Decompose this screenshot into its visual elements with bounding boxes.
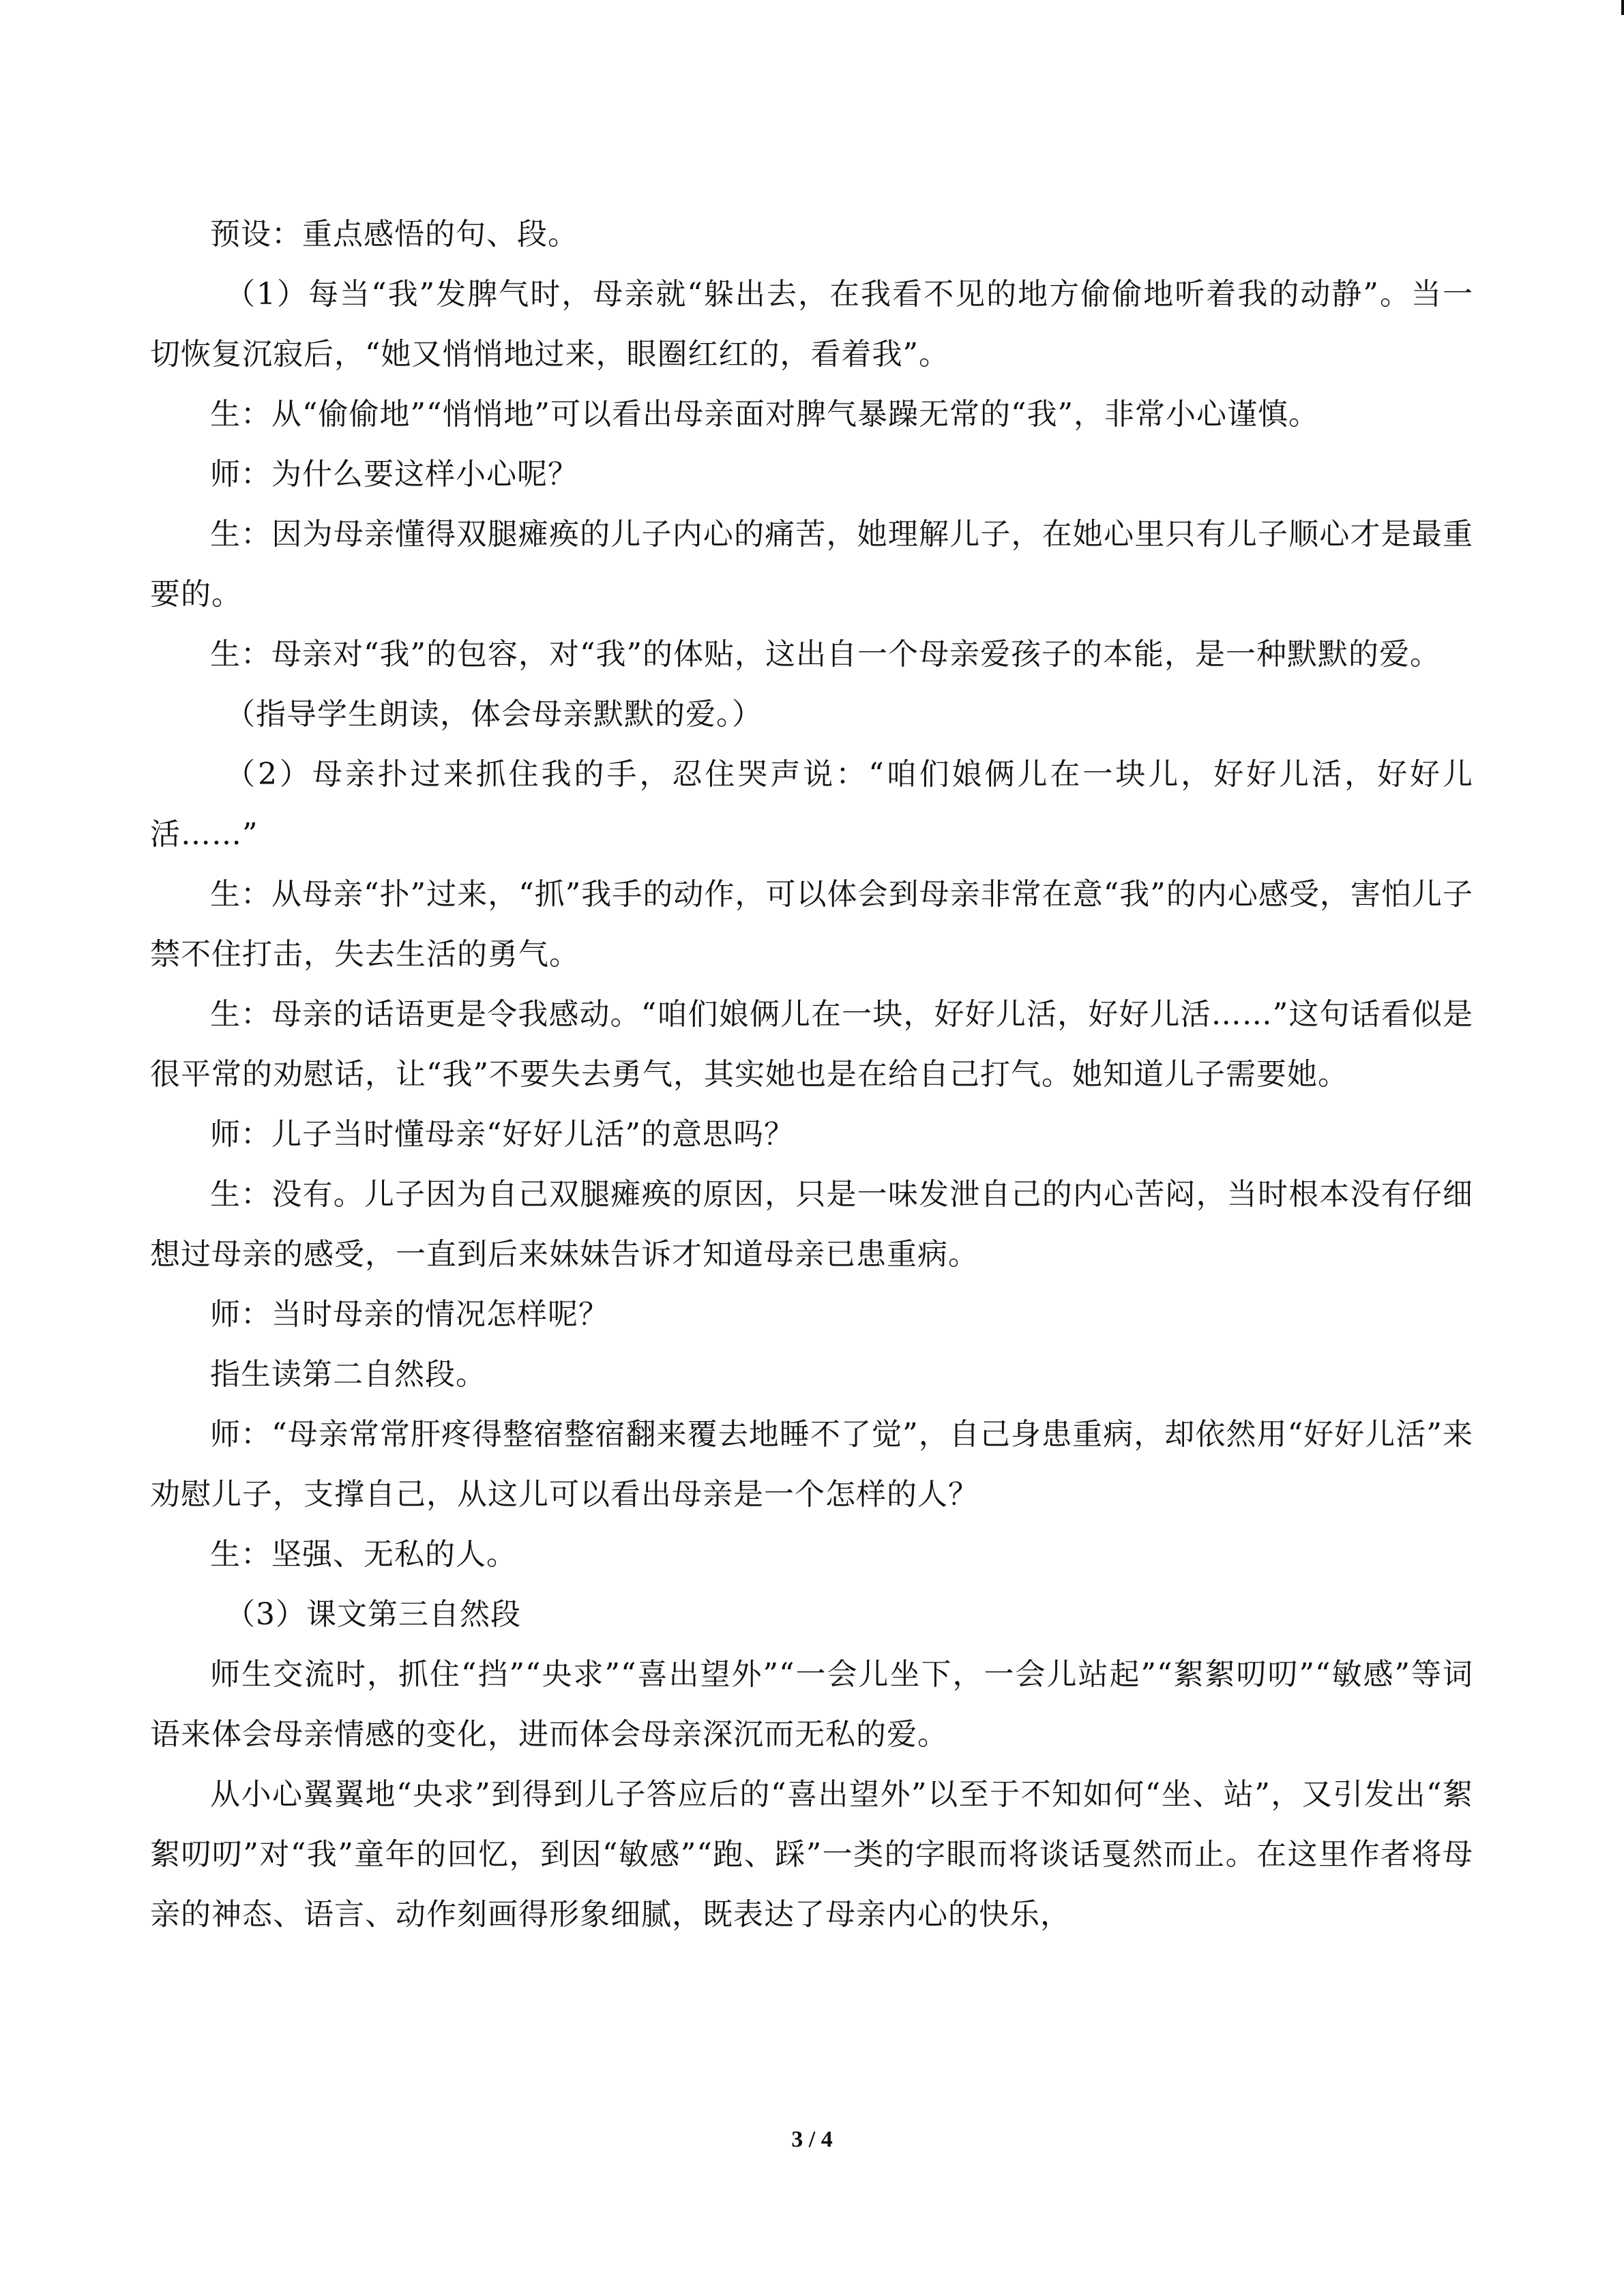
paragraph: 师生交流时，抓住“挡”“央求”“喜出望外”“一会儿坐下，一会儿站起”“絮絮叨叨”“敏感”等词语来体会母亲情感的变化，进而体会母亲深沉而无私的爱。 <box>150 1657 1473 1752</box>
paragraph: 师：当时母亲的情况怎样呢？ <box>210 1297 609 1332</box>
page-edge-mark <box>1621 0 1624 15</box>
paragraph: 生：母亲对“我”的包容，对“我”的体贴，这出自一个母亲爱孩子的本能，是一种默默的爱。 <box>210 637 1441 672</box>
paragraph: （指导学生朗读，体会母亲默默的爱。） <box>225 697 763 732</box>
paragraph: 从小心翼翼地“央求”到得到儿子答应后的“喜出望外”以至于不知如何“坐、站”，又引发出“絮絮叨叨”对“我”童年的回忆，到因“敏感”“跑、踩”一类的字眼而将谈话戛然而止。在这里作者将母亲的神态、语言、动作刻画得形象细腻，既表达了母亲内心的快乐， <box>150 1777 1473 1932</box>
document-body <box>150 205 1473 1945</box>
paragraph: 生：没有。儿子因为自己双腿瘫痪的原因，只是一味发泄自己的内心苦闷，当时根本没有仔细想过母亲的感受，一直到后来妹妹告诉才知道母亲已患重病。 <box>150 1177 1473 1272</box>
paragraph: 师：为什么要这样小心呢？ <box>210 457 578 492</box>
paragraph: 师：“母亲常常肝疼得整宿整宿翻来覆去地睡不了觉”，自己身患重病，却依然用“好好儿活”来劝慰儿子，支撑自己，从这儿可以看出母亲是一个怎样的人？ <box>150 1417 1473 1512</box>
paragraph: 生：坚强、无私的人。 <box>210 1537 517 1572</box>
page-number: 3 / 4 <box>791 2127 833 2152</box>
paragraph: 生：母亲的话语更是令我感动。“咱们娘俩儿在一块，好好儿活，好好儿活……”这句话看似是很平常的劝慰话，让“我”不要失去勇气，其实她也是在给自己打气。她知道儿子需要她。 <box>150 997 1473 1092</box>
paragraph: 预设：重点感悟的句、段。 <box>210 217 578 252</box>
paragraph: 师：儿子当时懂母亲“好好儿活”的意思吗？ <box>210 1117 795 1152</box>
paragraph: 生：从“偷偷地”“悄悄地”可以看出母亲面对脾气暴躁无常的“我”，非常小心谨慎。 <box>210 397 1319 432</box>
paragraph: 生：从母亲“扑”过来，“抓”我手的动作，可以体会到母亲非常在意“我”的内心感受，害怕儿子禁不住打击，失去生活的勇气。 <box>150 877 1473 972</box>
paragraph: （3）课文第三自然段 <box>225 1597 521 1632</box>
paragraph: （2）母亲扑过来抓住我的手，忍住哭声说：“咱们娘俩儿在一块儿，好好儿活，好好儿活……” <box>150 757 1473 852</box>
paragraph: （1）每当“我”发脾气时，母亲就“躲出去，在我看不见的地方偷偷地听着我的动静”。当一切恢复沉寂后，“她又悄悄地过来，眼圈红红的，看着我”。 <box>150 277 1473 372</box>
paragraph: 指生读第二自然段。 <box>210 1357 486 1392</box>
paragraph: 生：因为母亲懂得双腿瘫痪的儿子内心的痛苦，她理解儿子，在她心里只有儿子顺心才是最重要的。 <box>150 517 1473 612</box>
